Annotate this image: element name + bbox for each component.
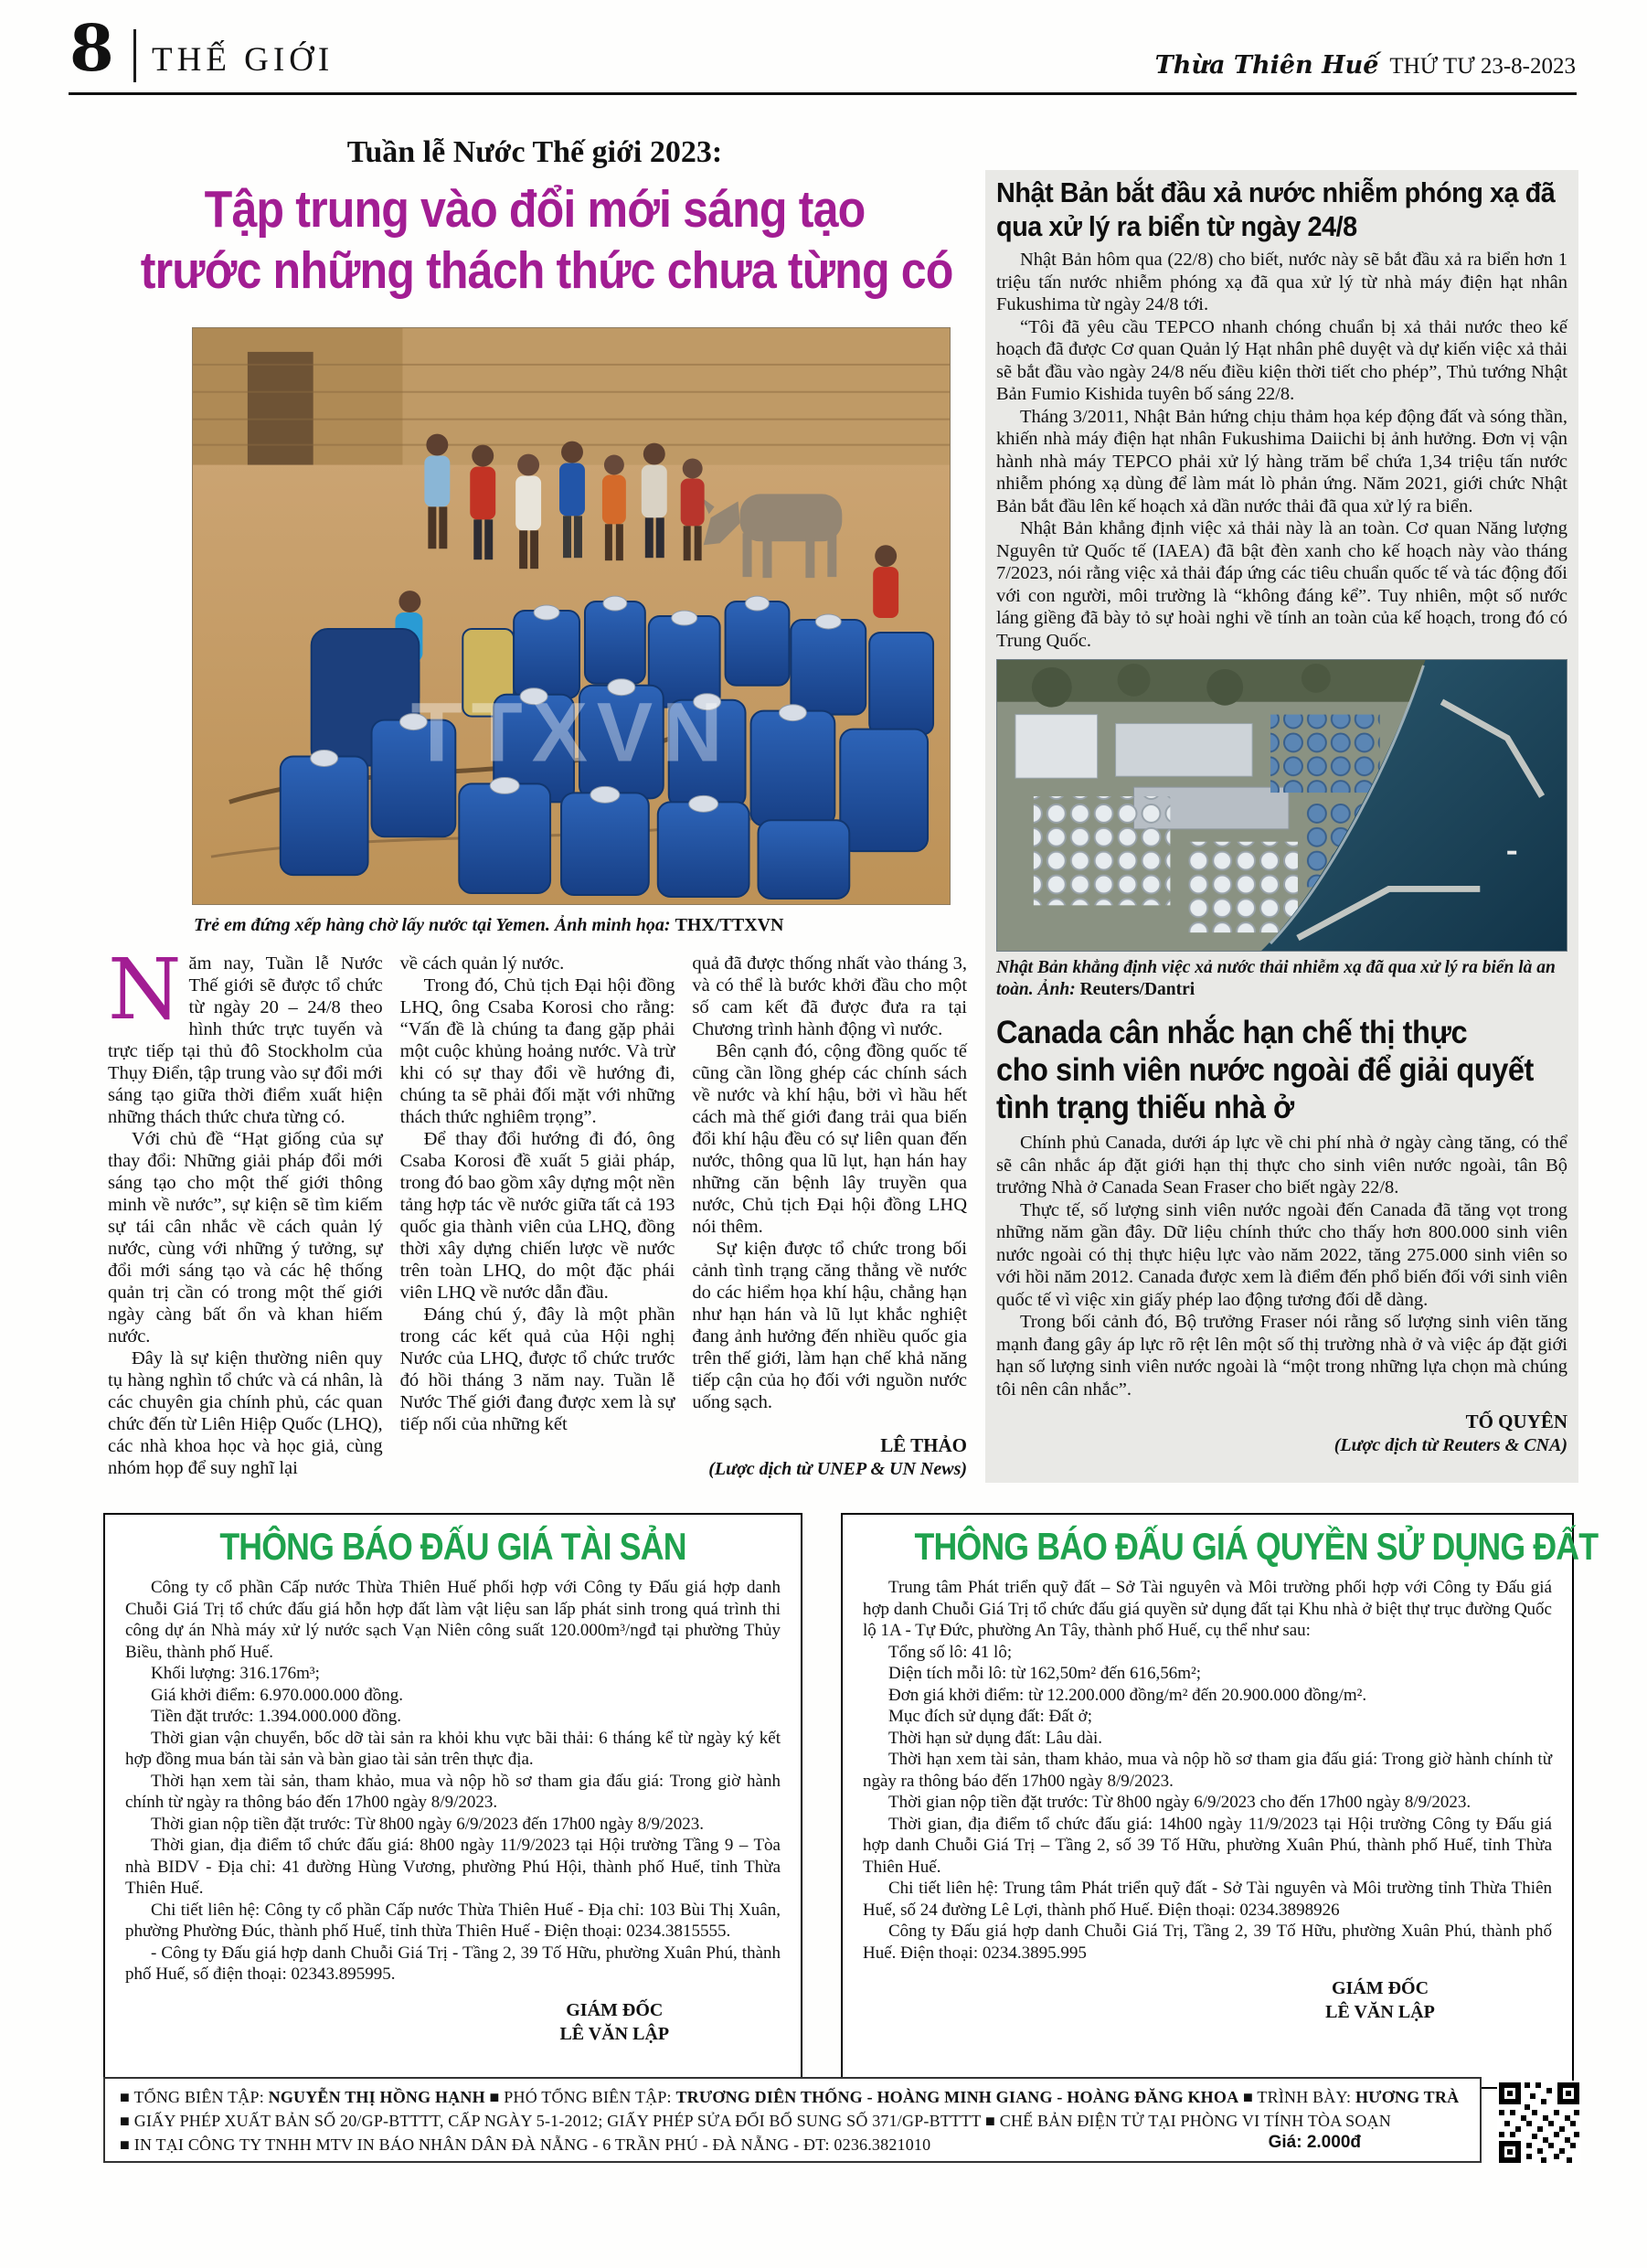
paragraph: Trong bối cảnh đó, Bộ trưởng Fraser nói rằng số lượng sinh viên tăng mạnh đang gây áp lực rõ rệt lên một số thị trường nhà ở và việc áp đặt giới hạn số lượng sinh viên nước ngoài là “một trong những lựa chọn mà chúng tôi nên cân nhắc”. — [996, 1312, 1567, 1400]
paragraph: Trung tâm Phát triển quỹ đất – Sở Tài nguyên và Môi trường phối hợp với Công ty Đấu giá hợp danh Chuỗi Giá Trị tổ chức đấu giá quyền sử dụng đất tại Khu nhà ở biệt thự trục đường Quốc lộ 1A - Tự Đức, phường An Tây, thành phố Huế, cụ thể như sau: — [863, 1578, 1552, 1640]
paragraph: Tổng số lô: 41 lô; — [888, 1642, 1013, 1662]
paragraph: Thời gian nộp tiền đặt trước: Từ 8h00 ngày 6/9/2023 cho đến 17h00 ngày 8/9/2023. — [888, 1793, 1472, 1812]
auction-notice-assets — [103, 1513, 802, 2089]
yemen-photo — [192, 327, 951, 905]
paragraph: Thực tế, số lượng sinh viên nước ngoài đến Canada đã tăng vọt trong những năm gần đây. Dữ liệu chính thức cho thấy hơn 800.000 sinh viên nước ngoài có thị thực hiệu lực vào năm 2022, tăng 275.000 sinh viên so với hồi năm 2012. Canada được xem là điểm đến phổ biến đối với sinh viên quốc tế vì việc xin giấy phép lao động tương đối dễ dàng. — [996, 1199, 1567, 1310]
paragraph: - Công ty Đấu giá hợp danh Chuỗi Giá Trị - Tầng 2, 39 Tố Hữu, phường Xuân Phú, thành phố Huế, số điện thoại: 02343.895995. — [125, 1943, 781, 1984]
paragraph: Thời gian, địa điểm tổ chức đấu giá: 8h00 ngày 11/9/2023 tại Hội trường Tầng 9 – Tòa nhà BIDV - Địa chỉ: 41 đường Hùng Vương, phường Phú Hội, thành phố Huế, tỉnh Thừa Thiên Huế. — [125, 1836, 781, 1898]
paragraph: Tập trung vào đổi mới sáng tạo — [204, 180, 866, 239]
paragraph: Đơn giá khởi điểm: từ 12.200.000 đồng/m² đến 20.900.000 đồng/m². — [888, 1685, 1367, 1705]
caption-text: Trẻ em đứng xếp hàng chờ lấy nước tại Yemen. Ảnh minh họa: — [194, 915, 675, 935]
imprint-name: NGUYỄN THỊ HỒNG HẠNH — [268, 2088, 485, 2106]
paragraph: “Tôi đã yêu cầu TEPCO nhanh chóng chuẩn bị xả thải nước theo kế hoạch đã được Cơ quan Quản lý Hạt nhân phê duyệt và dự kiến việc xả thải sẽ bắt đầu vào ngày 24/8 nếu điều kiện thời tiết cho phép”, Thủ tướng Nhật Bản Fumio Kishida tuyên bố sáng 22/8. — [996, 316, 1567, 404]
byline-source: (Lược dịch từ Reuters & CNA) — [1334, 1435, 1567, 1455]
masthead-block — [1155, 51, 1576, 80]
paragraph: Thời gian vận chuyển, bốc dỡ tài sản ra khỏi khu vực bãi thải: 6 tháng kể từ ngày ký kết hợp đồng mua bán tài sản và bàn giao tài sản trên thực địa. — [125, 1728, 781, 1769]
paragraph: trước những thách thức chưa từng có — [140, 241, 953, 300]
column-2 — [400, 953, 675, 1481]
paragraph: Sự kiện được tổ chức trong bối cảnh tình trạng căng thẳng về nước do các hiểm họa khí hậu, chẳng hạn như hạn hán và lũ lụt khắc nghiệt đang ảnh hưởng đến nhiều quốc gia trên thế giới, làm hạn chế khả năng tiếp cận của họ đối với nguồn nước uống sạch. — [692, 1239, 968, 1412]
kicker: Tuần lễ Nước Thế giới 2023: — [346, 135, 723, 169]
column-1 — [108, 941, 383, 1481]
paragraph: Bên cạnh đó, cộng đồng quốc tế cũng cần lồng ghép các chính sách về nước và khí hậu, bởi vì hầu hết cách mà thế giới đang trải qua biến đổi khí hậu đều có sự liên quan đến nước, thông qua lũ lụt, hạn hán hay những căn bệnh lây truyền qua nước, Chủ tịch Đại hội đồng LHQ nói thêm. — [692, 1041, 968, 1237]
masthead: Thừa Thiên Huế — [1154, 51, 1379, 80]
canada-body — [996, 1132, 1567, 1400]
paragraph: Thời gian, địa điểm tổ chức đấu giá: 14h00 ngày 11/9/2023 tại Hội trường Công ty Đấu giá hợp danh Chuỗi Giá Trị – Tầng 2, số 39 Tố Hữu, phường Xuân Phú, thành phố Huế, tỉnh Thừa Thiên Huế. — [863, 1814, 1552, 1877]
imprint-line — [120, 2085, 1465, 2109]
imprint-name: TRƯƠNG DIÊN THỐNG - HOÀNG MINH GIANG - HOÀNG ĐĂNG KHOA — [675, 2088, 1239, 2106]
paragraph: Thời gian nộp tiền đặt trước: Từ 8h00 ngày 6/9/2023 đến 17h00 ngày 8/9/2023. — [151, 1814, 704, 1834]
paragraph: Nhật Bản khẳng định việc xả thải này là an toàn. Cơ quan Năng lượng Nguyên tử Quốc tế (IAEA) đã bật đèn xanh cho kế hoạch này vào tháng 7/2023, nói rằng việc xả thải đáp ứng các tiêu chuẩn quốc tế và tác động đối với con người, môi trường là “không đáng kể”. Tuy nhiên, một số nước láng giềng đã bày tỏ sự hoài nghi về tính an toàn của kế hoạch, trong đó có Trung Quốc. — [996, 518, 1567, 651]
fukushima-photo — [996, 659, 1567, 952]
paragraph: Khối lượng: 316.176m³; — [151, 1664, 320, 1683]
paragraph: Tháng 3/2011, Nhật Bản hứng chịu thảm họa kép động đất và sóng thần, khiến nhà máy điện hạt nhân Fukushima Daiichi bị ảnh hưởng. Đơn vị vận hành nhà máy TEPCO phải xử lý hàng trăm bể chứa 1,34 triệu tấn nước nhiễm phóng xạ dùng để làm mát lò phản ứng. Năm 2021, giới chức Nhật Bản bắt đầu lên kế hoạch xả dần nước thải đã qua xử lý ra biển. — [996, 406, 1567, 516]
fukushima-photo-caption — [996, 957, 1567, 1001]
photo-watermark: TTXVN — [410, 686, 732, 780]
paragraph: về cách quản lý nước. — [399, 953, 565, 974]
paragraph: quả đã được thống nhất vào tháng 3, và có thể là bước khởi đầu cho một số cam kết đã được đưa ra tại Chương trình hành động vì nước. — [692, 953, 968, 1039]
byline-source: (Lược dịch từ UNEP & UN News) — [708, 1459, 968, 1479]
imprint-line — [120, 2109, 1465, 2133]
paragraph — [108, 941, 383, 1128]
paragraph: Tiền đặt trước: 1.394.000.000 đồng. — [151, 1707, 402, 1726]
imprint-name: HƯƠNG TRÀ — [1355, 2088, 1460, 2106]
paragraph: Thời hạn xem tài sản, tham khảo, mua và nộp hồ sơ tham gia đấu giá: Trong giờ hành chính từ ngày ra thông báo đến 17h00 ngày 8/9/2023. — [863, 1750, 1552, 1791]
paragraph: cho sinh viên nước ngoài để giải quyết — [996, 1052, 1534, 1088]
japan-headline — [996, 176, 1567, 243]
paragraph: Nhật Bản hôm qua (22/8) cho biết, nước này sẽ bắt đầu xả ra biển hơn 1 triệu tấn nước nhiễm phóng xạ đã qua xử lý từ nhà máy điện hạt nhân Fukushima từ ngày 24/8 tới. — [996, 250, 1567, 314]
paragraph: qua xử lý ra biển từ ngày 24/8 — [996, 210, 1357, 242]
auction-notice-land — [841, 1513, 1599, 2089]
fukushima-photo-illustration — [997, 660, 1567, 951]
main-article-columns — [108, 941, 968, 1481]
paragraph: tình trạng thiếu nhà ở — [996, 1090, 1294, 1125]
paragraph: Mục đích sử dụng đất: Đất ở; — [888, 1707, 1092, 1726]
header-rule — [69, 92, 1577, 95]
auction-left-title: THÔNG BÁO ĐẤU GIÁ TÀI SẢN — [219, 1525, 686, 1568]
caption-credit: Reuters/Dantri — [1079, 980, 1195, 999]
paragraph: Với chủ đề “Hạt giống của sự thay đổi: Những giải pháp đổi mới sáng tạo cho một thế giới thông minh về nước”, sự kiện sẽ tìm kiếm sự tái cân nhắc về cách quản lý nước, cùng với những ý tưởng, sự đổi mới sáng tạo và các hệ thống quản trị cần có trong một thế giới ngày càng bất ổn và khan hiếm nước. — [108, 1129, 383, 1347]
signature-role: GIÁM ĐỐC — [566, 1999, 664, 2020]
imprint-footer — [103, 2077, 1482, 2163]
paragraph: Công ty cổ phần Cấp nước Thừa Thiên Huế phối hợp với Công ty Đấu giá hợp danh Chuỗi Giá Trị tổ chức đấu giá hỗn hợp đất làm vật liệu san lấp phát sinh trong quá trình thi công dự án Nhà máy xử lý nước sạch Vạn Niên công suất 120.000m³/ngđ tại phường Thủy Biều, thành phố Huế. — [125, 1578, 781, 1662]
issue-date: THỨ TƯ 23-8-2023 — [1389, 54, 1576, 79]
paragraph: Đáng chú ý, đây là một phần trong các kết quả của Hội nghị Nước của LHQ, được tổ chức trước đó hồi tháng 3 năm nay. Tuần lễ Nước Thế giới đang được xem là sự tiếp nối của những kết — [399, 1304, 675, 1434]
imprint-label: ■ TỔNG BIÊN TẬP: — [120, 2088, 269, 2106]
paragraph-text: ăm nay, Tuần lễ Nước Thế giới sẽ được tổ chức từ ngày 20 – 24/8 theo hình thức trực tuyến và trực tiếp tại thủ đô Stockholm của Thụy Điển, tập trung vào sự đổi mới sáng tạo giữa thời điểm xuất hiện những thách thức chưa từng có. — [108, 953, 383, 1127]
paragraph: Thời hạn xem tài sản, tham khảo, mua và nộp hồ sơ tham gia đấu giá: Trong giờ hành chính từ ngày ra thông báo đến 17h00 ngày 8/9/2023. — [125, 1771, 781, 1812]
paragraph: Thời hạn sử dụng đất: Lâu dài. — [888, 1728, 1103, 1748]
canada-byline — [996, 1410, 1567, 1457]
column-1-rest — [108, 1128, 383, 1479]
signature-role: GIÁM ĐỐC — [1331, 1978, 1429, 1998]
paragraph: Đây là sự kiện thường niên quy tụ hàng nghìn tổ chức và cá nhân, là các chuyên gia chính phủ, các quan chức đến từ Liên Hiệp Quốc (LHQ), các nhà khoa học và học giả, cùng nhóm họp để suy nghĩ lại — [108, 1348, 383, 1478]
imprint-label: ■ PHÓ TỔNG BIÊN TẬP: — [484, 2088, 676, 2106]
paragraph: Chính phủ Canada, dưới áp lực về chi phí nhà ở ngày càng tăng, có thể sẽ cân nhắc áp đặt giới hạn thị thực cho sinh viên nước ngoài, tân Bộ trưởng Nhà ở Canada Sean Fraser cho biết ngày 22/8. — [996, 1133, 1567, 1198]
qr-code — [1497, 2081, 1581, 2165]
yemen-photo-caption — [194, 914, 952, 937]
paragraph: Trong đó, Chủ tịch Đại hội đồng LHQ, ông Csaba Korosi cho rằng: “Vấn đề là chúng ta đang gặp phải một cuộc khủng hoảng nước. Và trừ khi có sự thay đổi về hướng đi, chúng ta sẽ phải đối mặt với những thách thức nghiêm trọng”. — [399, 975, 675, 1127]
imprint-label: ■ GIẤY PHÉP XUẤT BẢN SỐ 20/GP-BTTTT, CẤP NGÀY 5-1-2012; GIẤY PHÉP SỬA ĐỔI BỔ SUNG SỐ 371/GP-BTTTT ■ CHẾ BẢN ĐIỆN TỬ TẠI PHÒNG VI TÍNH TÒA SOẠN — [120, 2112, 1391, 2130]
page-number: 8 — [69, 10, 114, 86]
drop-cap: N — [108, 941, 182, 1038]
main-headline — [87, 179, 983, 302]
imprint-label: ■ TRÌNH BÀY: — [1238, 2088, 1355, 2106]
paragraph: Nhật Bản bắt đầu xả nước nhiễm phóng xạ đã — [996, 176, 1556, 208]
right-news-panel — [985, 170, 1578, 1483]
header-divider — [133, 29, 136, 82]
paragraph: Diện tích mỗi lô: từ 162,50m² đến 616,56m²; — [888, 1664, 1202, 1683]
paragraph: Giá khởi điểm: 6.970.000.000 đồng. — [151, 1685, 404, 1705]
paragraph: Chi tiết liên hệ: Công ty cổ phần Cấp nước Thừa Thiên Huế - Địa chỉ: 103 Bùi Thị Xuân, phường Phường Đúc, thành phố Huế, tỉnh thừa Thiên Huế - Điện thoại: 0234.3815555. — [125, 1900, 781, 1941]
paragraph: Để thay đổi hướng đi đó, ông Csaba Korosi đề xuất 5 giải pháp, trong đó bao gồm xây dựng một nền tảng hợp tác về nước giữa tất cả 193 quốc gia thành viên của LHQ, đồng thời xây dựng chiến lược về nước trên toàn LHQ, do một đặc phái viên LHQ về nước dẫn đầu. — [399, 1129, 675, 1303]
yemen-photo-illustration — [193, 328, 950, 904]
column-3 — [692, 953, 967, 1481]
caption-credit: THX/TTXVN — [675, 915, 784, 935]
auction-right-title: THÔNG BÁO ĐẤU GIÁ QUYỀN SỬ DỤNG ĐẤT — [914, 1525, 1599, 1568]
imprint-label: ■ IN TẠI CÔNG TY TNHH MTV IN BÁO NHÂN DÂN ĐÀ NẴNG - 6 TRẦN PHÚ - ĐÀ NẴNG - ĐT: 0236.3821010 — [120, 2135, 931, 2154]
caption-text: Nhật Bản khẳng định việc xả nước thải nhiễm xạ đã qua xử lý ra biển là an toàn. Ảnh: — [996, 958, 1556, 999]
auction-left-body — [125, 1577, 781, 1986]
signature-block — [559, 1998, 669, 2046]
paragraph: Chi tiết liên hệ: Trung tâm Phát triển quỹ đất - Sở Tài nguyên và Môi trường tỉnh Thừa Thiên Huế, số 24 đường Lê Lợi, thành phố Huế. Điện thoại: 0234.3898926 — [863, 1879, 1552, 1920]
author-name: LÊ THẢO — [880, 1434, 968, 1456]
paragraph: Công ty Đấu giá hợp danh Chuỗi Giá Trị, Tầng 2, 39 Tố Hữu, phường Xuân Phú, thành phố Huế. Điện thoại: 0234.3895.995 — [863, 1922, 1552, 1963]
column-2-paragraphs — [400, 953, 675, 1435]
signature-block — [1325, 1976, 1435, 2024]
price-label: Giá: 2.000đ — [1268, 2133, 1361, 2152]
signature-name: LÊ VĂN LẬP — [1325, 2002, 1435, 2022]
signature-name: LÊ VĂN LẬP — [559, 2023, 670, 2044]
japan-body — [996, 249, 1567, 652]
author-name: TỐ QUYÊN — [1465, 1411, 1567, 1432]
canada-headline — [996, 1014, 1567, 1126]
section-title: THẾ GIỚI — [152, 41, 335, 79]
imprint-line — [120, 2133, 1465, 2156]
column-3-paragraphs — [692, 953, 967, 1413]
auction-right-body — [863, 1577, 1552, 1964]
paragraph: Canada cân nhắc hạn chế thị thực — [996, 1015, 1468, 1050]
main-byline — [692, 1433, 967, 1481]
